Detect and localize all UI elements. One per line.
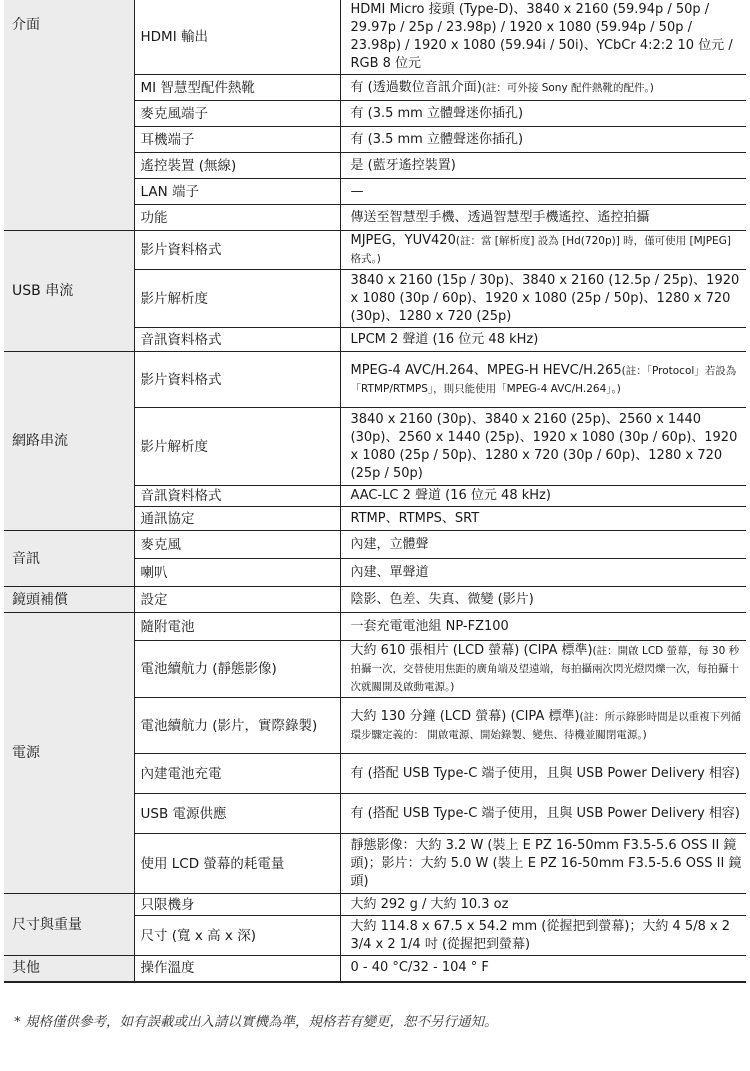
spec-item-lens-setting: 設定 [134,587,340,613]
spec-item-net-resolution: 影片解析度 [134,408,340,486]
spec-value-battery-life-still-main: 大約 610 張相片 (LCD 螢幕) (CIPA 標準) [350,643,593,658]
spec-value-battery-life-movie-main: 大約 130 分鐘 (LCD 螢幕) (CIPA 標準) [350,708,580,724]
spec-value-speaker: 內建、單聲道 [340,559,746,587]
spec-item-protocol: 通訊協定 [134,507,340,531]
spec-note-battery-life-still: (註：開啟 LCD 螢幕，每 30 秒拍攝一次，交替使用焦距的廣角端及望遠端，每拍攝兩次閃光燈閃爍一次，每拍攝十次就關開及啟動電源。) [350,645,740,693]
spec-value-net-video-format-main: MPEG-4 AVC/H.264、MPEG-H HEVC/H.265 [350,362,622,378]
spec-note-mi-shoe: (註：可外接 Sony 配件熱靴的配件。) [481,81,654,94]
spec-value-usb-power: 有 (搭配 USB Type-C 端子使用，且與 USB Power Delivery 相容) [340,794,746,834]
spec-item-battery-life-movie: 電池續航力 (影片，實際錄製) [134,698,340,754]
spec-item-power-consumption: 使用 LCD 螢幕的耗電量 [134,834,340,894]
spec-item-usb-video-format: 影片資料格式 [134,231,340,270]
spec-item-lan: LAN 端子 [134,179,340,205]
spec-value-battery: 一套充電電池組 NP-FZ100 [340,613,746,641]
spec-value-microphone: 內建，立體聲 [340,531,746,559]
spec-item-body-only: 只限機身 [134,894,340,916]
category-lens-compensation: 鏡頭補償 [4,587,134,613]
spec-value-mi-shoe [340,75,746,101]
spec-item-net-video-format: 影片資料格式 [134,352,340,408]
spec-item-microphone: 麥克風 [134,531,340,559]
spec-value-net-video-format [340,352,746,408]
spec-value-usb-video-format-main: MJPEG，YUV420 [350,233,456,248]
spec-note-usb-video-format: (註：當 [解析度] 設為 [Hd(720p)] 時，僅可使用 [MJPEG] 格式。) [350,235,731,265]
category-interface: 介面 [4,0,134,231]
spec-item-usb-audio-format: 音訊資料格式 [134,328,340,352]
spec-item-dimensions: 尺寸 (寬 x 高 x 深) [134,916,340,956]
category-size-weight: 尺寸與重量 [4,894,134,956]
spec-value-protocol: RTMP、RTMPS、SRT [340,507,746,531]
spec-value-lens-setting: 陰影、色差、失真、微變 (影片) [340,587,746,613]
category-power: 電源 [4,613,134,894]
spec-note-net-video-format: (註：「Protocol」若設為「RTMP/RTMPS」，則只能使用「MPEG-4 AVC/H.264」。) [350,364,737,395]
spec-value-net-audio-format: AAC-LC 2 聲道 (16 位元 48 kHz) [340,486,746,507]
category-network-streaming: 網路串流 [4,352,134,531]
spec-item-hdmi-output: HDMI 輸出 [134,0,340,75]
spec-value-usb-audio-format: LPCM 2 聲道 (16 位元 48 kHz) [340,328,746,352]
spec-value-function: 傳送至智慧型手機、透過智慧型手機遙控、遙控拍攝 [340,205,746,231]
spec-item-headphone-jack: 耳機端子 [134,127,340,153]
spec-item-function: 功能 [134,205,340,231]
spec-value-battery-life-still [340,641,746,698]
spec-item-battery: 隨附電池 [134,613,340,641]
spec-note-battery-life-movie: (註：所示錄影時間是以重複下列循環步驟定義的： 開啟電源、開始錄製、變焦、待機並關閉電源。) [350,710,742,741]
spec-item-remote: 遙控裝置 (無線) [134,153,340,179]
spec-item-operating-temp: 操作溫度 [134,956,340,982]
spec-value-remote: 是 (藍牙遙控裝置) [340,153,746,179]
spec-value-mi-shoe-main: 有 (透過數位音訊介面) [350,79,482,95]
spec-value-mic-jack: 有 (3.5 mm 立體聲迷你插孔) [340,101,746,127]
spec-value-dimensions: 大約 114.8 x 67.5 x 54.2 mm (從握把到螢幕)；大約 4 5/8 x 2 3/4 x 2 1/4 吋 (從握把到螢幕) [340,916,746,956]
spec-item-net-audio-format: 音訊資料格式 [134,486,340,507]
category-usb-streaming: USB 串流 [4,231,134,352]
spec-value-battery-life-movie [340,698,746,754]
spec-value-internal-charging: 有 (搭配 USB Type-C 端子使用，且與 USB Power Delivery 相容) [340,754,746,794]
disclaimer-footnote: * 規格僅供參考，如有誤載或出入請以實機為準，規格若有變更，恕不另行通知。 [14,1014,498,1030]
category-audio: 音訊 [4,531,134,587]
spec-value-operating-temp: 0 - 40 °C/32 - 104 ° F [340,956,746,982]
spec-value-hdmi-output: HDMI Micro 接頭 (Type-D)、3840 x 2160 (59.94p / 50p / 29.97p / 25p / 23.98p) / 1920 x 1080 (59.94p / 50p / 23.98p) / 1920 x 1080 (59.94i / 50i)、YCbCr 4:2:2 10 位元 / RGB 8 位元 [340,0,746,75]
spec-value-headphone-jack: 有 (3.5 mm 立體聲迷你插孔) [340,127,746,153]
spec-table [4,0,746,983]
spec-item-usb-power: USB 電源供應 [134,794,340,834]
spec-value-net-resolution: 3840 x 2160 (30p)、3840 x 2160 (25p)、2560 x 1440 (30p)、2560 x 1440 (25p)、1920 x 1080 (30p / 60p)、1920 x 1080 (25p / 50p)、1280 x 720 (30p / 60p)、1280 x 720 (25p / 50p) [340,408,746,486]
spec-item-speaker: 喇叭 [134,559,340,587]
spec-item-internal-charging: 內建電池充電 [134,754,340,794]
spec-value-usb-resolution: 3840 x 2160 (15p / 30p)、3840 x 2160 (12.5p / 25p)、1920 x 1080 (30p / 60p)、1920 x 1080 (25p / 50p)、1280 x 720 (30p)、1280 x 720 (25p) [340,270,746,328]
spec-item-mic-jack: 麥克風端子 [134,101,340,127]
spec-item-battery-life-still: 電池續航力 (靜態影像) [134,641,340,698]
spec-value-power-consumption: 靜態影像：大約 3.2 W (裝上 E PZ 16-50mm F3.5-5.6 OSS II 鏡頭)；影片：大約 5.0 W (裝上 E PZ 16-50mm F3.5-5.6 OSS II 鏡頭) [340,834,746,894]
spec-item-mi-shoe: MI 智慧型配件熱靴 [134,75,340,101]
spec-value-lan: — [340,179,746,205]
spec-value-body-only: 大約 292 g / 大約 10.3 oz [340,894,746,916]
spec-item-usb-resolution: 影片解析度 [134,270,340,328]
spec-value-usb-video-format [340,231,746,270]
category-other: 其他 [4,956,134,982]
